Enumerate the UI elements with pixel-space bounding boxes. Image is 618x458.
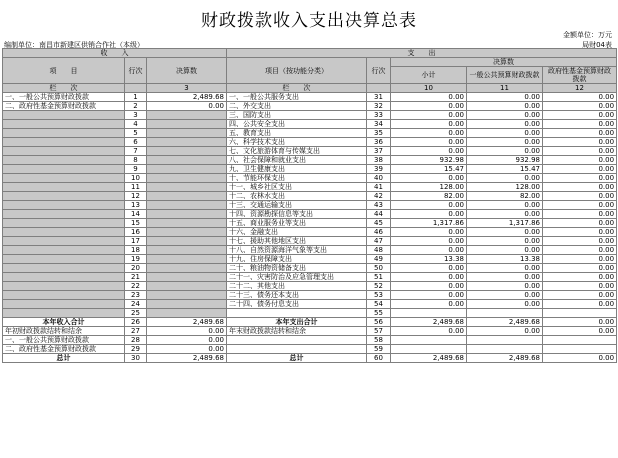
amount-unit: 金额单位：万元: [563, 31, 612, 39]
total-income-item: 一、一般公共预算财政拨款: [3, 336, 125, 345]
expense-item: 二十四、债务付息支出: [227, 300, 367, 309]
income-amount: [147, 192, 227, 201]
expense-line-no: 53: [367, 291, 391, 300]
expense-gov-fund: 0.00: [543, 192, 617, 201]
expense-gov-fund: [543, 309, 617, 318]
expense-general-budget: 0.00: [467, 237, 543, 246]
income-line-no: 20: [125, 264, 147, 273]
table-row: [3, 183, 617, 192]
expense-gov-fund: 0.00: [543, 255, 617, 264]
income-amount: [147, 210, 227, 219]
income-item: [3, 264, 125, 273]
expense-gov-fund: 0.00: [543, 156, 617, 165]
expense-subtotal: 0.00: [391, 147, 467, 156]
income-item: [3, 219, 125, 228]
total-gov-fund: 0.00: [543, 318, 617, 327]
income-item: [3, 237, 125, 246]
income-item: [3, 300, 125, 309]
subtotal-header: 小计: [391, 67, 467, 84]
income-item: [3, 129, 125, 138]
income-amount: [147, 219, 227, 228]
col-label: 栏 次: [3, 84, 125, 93]
expense-subtotal: 0.00: [391, 282, 467, 291]
expense-item: 五、教育支出: [227, 129, 367, 138]
income-amount: [147, 291, 227, 300]
income-item: [3, 147, 125, 156]
income-amount: [147, 120, 227, 129]
income-item: [3, 192, 125, 201]
income-item: 一、一般公共预算财政拨款: [3, 93, 125, 102]
expense-header: 支 出: [227, 49, 617, 58]
income-line-no: 3: [125, 111, 147, 120]
expense-general-budget: 0.00: [467, 129, 543, 138]
total-income-amount: 0.00: [147, 336, 227, 345]
col-3: 3: [147, 84, 227, 93]
expense-gov-fund: 0.00: [543, 228, 617, 237]
income-item: [3, 282, 125, 291]
expense-item: [227, 309, 367, 318]
total-expense-line-no: 56: [367, 318, 391, 327]
income-line-no: 13: [125, 201, 147, 210]
expense-general-budget: 0.00: [467, 93, 543, 102]
expense-line-no: 32: [367, 102, 391, 111]
expense-item: 十五、商业服务业等支出: [227, 219, 367, 228]
expense-item: 十七、援助其他地区支出: [227, 237, 367, 246]
expense-line-no: 43: [367, 201, 391, 210]
table-row: [3, 165, 617, 174]
income-line-no: 19: [125, 255, 147, 264]
line-header: 行次: [125, 58, 147, 84]
expense-item: 七、文化旅游体育与传媒支出: [227, 147, 367, 156]
income-amount: [147, 255, 227, 264]
expense-subtotal: 82.00: [391, 192, 467, 201]
expense-gov-fund: 0.00: [543, 165, 617, 174]
expense-item: 十四、资源勘探信息等支出: [227, 210, 367, 219]
expense-item: 十一、城乡社区支出: [227, 183, 367, 192]
total-gov-fund: 0.00: [543, 354, 617, 363]
expense-gov-fund: 0.00: [543, 138, 617, 147]
income-line-no: 24: [125, 300, 147, 309]
col-11: 11: [467, 84, 543, 93]
header-row-2: [3, 58, 617, 67]
income-line-no: 18: [125, 246, 147, 255]
income-item: [3, 228, 125, 237]
expense-general-budget: 0.00: [467, 264, 543, 273]
income-amount: [147, 273, 227, 282]
expense-subtotal: [391, 309, 467, 318]
expense-general-budget: 0.00: [467, 228, 543, 237]
header-row-1: [3, 49, 617, 58]
expense-item: 二十、粮油物资储备支出: [227, 264, 367, 273]
table-row: [3, 219, 617, 228]
expense-line-no: 31: [367, 93, 391, 102]
total-general-budget: [467, 345, 543, 354]
income-line-no: 22: [125, 282, 147, 291]
total-row: [3, 327, 617, 336]
table-row: [3, 255, 617, 264]
expense-gov-fund: 0.00: [543, 183, 617, 192]
expense-subtotal: 0.00: [391, 138, 467, 147]
table-row: [3, 156, 617, 165]
expense-item: 十八、自然资源海洋气象等支出: [227, 246, 367, 255]
income-amount: [147, 300, 227, 309]
expense-subtotal: 0.00: [391, 237, 467, 246]
expense-general-budget: [467, 309, 543, 318]
line-header-2: 行次: [367, 58, 391, 84]
expense-subtotal: 0.00: [391, 228, 467, 237]
income-amount: 2,489.68: [147, 93, 227, 102]
expense-gov-fund: 0.00: [543, 282, 617, 291]
expense-line-no: 38: [367, 156, 391, 165]
total-expense-item: [227, 336, 367, 345]
income-amount: [147, 174, 227, 183]
expense-general-budget: 13.38: [467, 255, 543, 264]
total-income-line-no: 27: [125, 327, 147, 336]
expense-line-no: 46: [367, 228, 391, 237]
expense-item: 十九、住房保障支出: [227, 255, 367, 264]
table-row: [3, 300, 617, 309]
table-row: [3, 102, 617, 111]
income-item: [3, 246, 125, 255]
income-line-no: 25: [125, 309, 147, 318]
income-line-no: 4: [125, 120, 147, 129]
income-amount: [147, 237, 227, 246]
table-row: [3, 120, 617, 129]
table-row: [3, 237, 617, 246]
income-amount: [147, 201, 227, 210]
expense-subtotal: 0.00: [391, 300, 467, 309]
expense-gov-fund: 0.00: [543, 201, 617, 210]
expense-subtotal: 0.00: [391, 174, 467, 183]
total-income-amount: 0.00: [147, 345, 227, 354]
income-amount: 0.00: [147, 102, 227, 111]
income-amount: [147, 246, 227, 255]
table-row: [3, 246, 617, 255]
income-amount: [147, 264, 227, 273]
total-expense-item: [227, 345, 367, 354]
total-general-budget: 2,489.68: [467, 318, 543, 327]
total-row: [3, 336, 617, 345]
table-row: [3, 210, 617, 219]
column-index-row: [3, 84, 617, 93]
income-amount: [147, 147, 227, 156]
income-line-no: 23: [125, 291, 147, 300]
income-amount: [147, 138, 227, 147]
expense-general-budget: 0.00: [467, 291, 543, 300]
income-line-no: 2: [125, 102, 147, 111]
total-row: [3, 318, 617, 327]
total-income-item: 二、政府性基金预算财政拨款: [3, 345, 125, 354]
expense-gov-fund: 0.00: [543, 291, 617, 300]
expense-item: 九、卫生健康支出: [227, 165, 367, 174]
expense-general-budget: 1,317.86: [467, 219, 543, 228]
total-row: [3, 354, 617, 363]
expense-line-no: 40: [367, 174, 391, 183]
expense-gov-fund: 0.00: [543, 264, 617, 273]
expense-subtotal: 0.00: [391, 273, 467, 282]
gov-fund-header: 政府性基金预算财政拨款: [543, 67, 617, 84]
expense-line-no: 51: [367, 273, 391, 282]
col-10: 10: [391, 84, 467, 93]
expense-subtotal: 0.00: [391, 111, 467, 120]
total-subtotal: [391, 336, 467, 345]
expense-general-budget: 0.00: [467, 210, 543, 219]
total-income-line-no: 29: [125, 345, 147, 354]
expense-item: 四、公共安全支出: [227, 120, 367, 129]
expense-line-no: 54: [367, 300, 391, 309]
total-income-item: 总计: [3, 354, 125, 363]
expense-gov-fund: 0.00: [543, 246, 617, 255]
total-income-item: 本年收入合计: [3, 318, 125, 327]
expense-line-no: 33: [367, 111, 391, 120]
total-gov-fund: [543, 345, 617, 354]
income-item: [3, 165, 125, 174]
item-header: 项 目: [3, 58, 125, 84]
expense-subtotal: 0.00: [391, 201, 467, 210]
total-expense-item: 年末财政拨款结转和结余: [227, 327, 367, 336]
expense-general-budget: 0.00: [467, 120, 543, 129]
expense-general-budget: 128.00: [467, 183, 543, 192]
organization-name: 编制单位：南昌市新建区供销合作社（本级）: [4, 41, 144, 49]
income-item: 二、政府性基金预算财政拨款: [3, 102, 125, 111]
income-item: [3, 291, 125, 300]
total-expense-line-no: 60: [367, 354, 391, 363]
expense-general-budget: 932.98: [467, 156, 543, 165]
total-general-budget: 0.00: [467, 327, 543, 336]
expense-subtotal: 0.00: [391, 102, 467, 111]
expense-line-no: 50: [367, 264, 391, 273]
expense-item: 十、节能环保支出: [227, 174, 367, 183]
expense-subtotal: 0.00: [391, 120, 467, 129]
expense-subtotal: 1,317.86: [391, 219, 467, 228]
expense-general-budget: 0.00: [467, 246, 543, 255]
expense-general-budget: 0.00: [467, 282, 543, 291]
table-row: [3, 147, 617, 156]
income-item: [3, 111, 125, 120]
expense-line-no: 44: [367, 210, 391, 219]
expense-item: 二十三、债务还本支出: [227, 291, 367, 300]
income-amount: [147, 228, 227, 237]
income-header: 收 入: [3, 49, 227, 58]
total-general-budget: [467, 336, 543, 345]
total-subtotal: 0.00: [391, 327, 467, 336]
expense-item: 六、科学技术支出: [227, 138, 367, 147]
expense-general-budget: 82.00: [467, 192, 543, 201]
expense-line-no: 42: [367, 192, 391, 201]
expense-line-no: 47: [367, 237, 391, 246]
expense-general-budget: 15.47: [467, 165, 543, 174]
expense-item: 二、外交支出: [227, 102, 367, 111]
income-amount: [147, 156, 227, 165]
income-line-no: 6: [125, 138, 147, 147]
col-label-2: 栏 次: [227, 84, 367, 93]
expense-general-budget: 0.00: [467, 273, 543, 282]
table-row: [3, 309, 617, 318]
total-income-amount: 2,489.68: [147, 318, 227, 327]
total-expense-line-no: 58: [367, 336, 391, 345]
report-title: 财政拨款收入支出决算总表: [201, 11, 417, 31]
amount-header: 决算数: [147, 58, 227, 84]
total-expense-line-no: 57: [367, 327, 391, 336]
total-expense-item: 本年支出合计: [227, 318, 367, 327]
total-gov-fund: 0.00: [543, 327, 617, 336]
income-item: [3, 309, 125, 318]
expense-subtotal: 0.00: [391, 93, 467, 102]
table-row: [3, 111, 617, 120]
expense-general-budget: 0.00: [467, 111, 543, 120]
expense-general-budget: 0.00: [467, 201, 543, 210]
income-item: [3, 210, 125, 219]
expense-item: 十六、金融支出: [227, 228, 367, 237]
expense-gov-fund: 0.00: [543, 219, 617, 228]
expense-subtotal: 128.00: [391, 183, 467, 192]
income-line-no: 21: [125, 273, 147, 282]
expense-subtotal: 15.47: [391, 165, 467, 174]
total-income-amount: 0.00: [147, 327, 227, 336]
expense-line-no: 37: [367, 147, 391, 156]
income-amount: [147, 183, 227, 192]
income-item: [3, 120, 125, 129]
expense-general-budget: 0.00: [467, 138, 543, 147]
income-line-no: 5: [125, 129, 147, 138]
income-line-no: 7: [125, 147, 147, 156]
income-amount: [147, 165, 227, 174]
income-item: [3, 183, 125, 192]
income-line-no: 14: [125, 210, 147, 219]
table-row: [3, 291, 617, 300]
table-row: [3, 129, 617, 138]
income-line-no: 16: [125, 228, 147, 237]
expense-line-no: 35: [367, 129, 391, 138]
expense-general-budget: 0.00: [467, 174, 543, 183]
expense-general-budget: 0.00: [467, 300, 543, 309]
income-item: [3, 156, 125, 165]
table-row: [3, 282, 617, 291]
expense-line-no: 36: [367, 138, 391, 147]
total-income-line-no: 28: [125, 336, 147, 345]
expense-general-budget: 0.00: [467, 102, 543, 111]
table-row: [3, 264, 617, 273]
income-amount: [147, 129, 227, 138]
income-line-no: 8: [125, 156, 147, 165]
total-expense-item: 总计: [227, 354, 367, 363]
expense-gov-fund: 0.00: [543, 120, 617, 129]
expense-line-no: 49: [367, 255, 391, 264]
expense-line-no: 39: [367, 165, 391, 174]
income-item: [3, 273, 125, 282]
expense-gov-fund: 0.00: [543, 93, 617, 102]
expense-item: 十三、交通运输支出: [227, 201, 367, 210]
total-expense-line-no: 59: [367, 345, 391, 354]
total-income-item: 年初财政拨款结转和结余: [3, 327, 125, 336]
general-budget-header: 一般公共预算财政拨款: [467, 67, 543, 84]
total-subtotal: [391, 345, 467, 354]
expense-gov-fund: 0.00: [543, 147, 617, 156]
table-row: [3, 201, 617, 210]
expense-gov-fund: 0.00: [543, 111, 617, 120]
income-line-no: 1: [125, 93, 147, 102]
expense-item: 一、一般公共服务支出: [227, 93, 367, 102]
expense-line-no: 55: [367, 309, 391, 318]
income-line-no: 15: [125, 219, 147, 228]
total-income-amount: 2,489.68: [147, 354, 227, 363]
total-general-budget: 2,489.68: [467, 354, 543, 363]
expense-general-budget: 0.00: [467, 147, 543, 156]
expense-item: 二十二、其他支出: [227, 282, 367, 291]
expense-subtotal: 932.98: [391, 156, 467, 165]
expense-item: 八、社会保障和就业支出: [227, 156, 367, 165]
table-row: [3, 138, 617, 147]
income-line-no: 12: [125, 192, 147, 201]
expense-gov-fund: 0.00: [543, 300, 617, 309]
expense-line-no: 52: [367, 282, 391, 291]
budget-table: [2, 48, 617, 363]
expense-line-no: 34: [367, 120, 391, 129]
expense-gov-fund: 0.00: [543, 129, 617, 138]
expense-gov-fund: 0.00: [543, 174, 617, 183]
income-item: [3, 255, 125, 264]
income-line-no: 17: [125, 237, 147, 246]
income-amount: [147, 309, 227, 318]
expense-subtotal: 0.00: [391, 246, 467, 255]
expense-subtotal: 0.00: [391, 210, 467, 219]
total-row: [3, 345, 617, 354]
total-income-line-no: 26: [125, 318, 147, 327]
income-line-no: 11: [125, 183, 147, 192]
income-line-no: 10: [125, 174, 147, 183]
table-row: [3, 228, 617, 237]
total-subtotal: 2,489.68: [391, 318, 467, 327]
expense-gov-fund: 0.00: [543, 273, 617, 282]
expense-item: 二十一、灾害防治及应急管理支出: [227, 273, 367, 282]
income-amount: [147, 111, 227, 120]
expense-subtotal: 0.00: [391, 291, 467, 300]
col-12: 12: [543, 84, 617, 93]
total-subtotal: 2,489.68: [391, 354, 467, 363]
expense-subtotal: 0.00: [391, 129, 467, 138]
income-item: [3, 174, 125, 183]
expense-gov-fund: 0.00: [543, 102, 617, 111]
expense-line-no: 48: [367, 246, 391, 255]
expense-subtotal: 0.00: [391, 264, 467, 273]
expense-line-no: 45: [367, 219, 391, 228]
income-item: [3, 201, 125, 210]
actual-header: 决算数: [391, 58, 617, 67]
total-gov-fund: [543, 336, 617, 345]
income-line-no: 9: [125, 165, 147, 174]
income-item: [3, 138, 125, 147]
expense-gov-fund: 0.00: [543, 237, 617, 246]
expense-item: 三、国防支出: [227, 111, 367, 120]
expense-gov-fund: 0.00: [543, 210, 617, 219]
table-row: [3, 273, 617, 282]
total-income-line-no: 30: [125, 354, 147, 363]
table-row: [3, 192, 617, 201]
table-row: [3, 93, 617, 102]
table-row: [3, 174, 617, 183]
expense-line-no: 41: [367, 183, 391, 192]
item-func-header: 项目（按功能分类）: [227, 58, 367, 84]
expense-item: 十二、农林水支出: [227, 192, 367, 201]
form-number: 局财04表: [582, 41, 612, 49]
expense-subtotal: 13.38: [391, 255, 467, 264]
income-amount: [147, 282, 227, 291]
